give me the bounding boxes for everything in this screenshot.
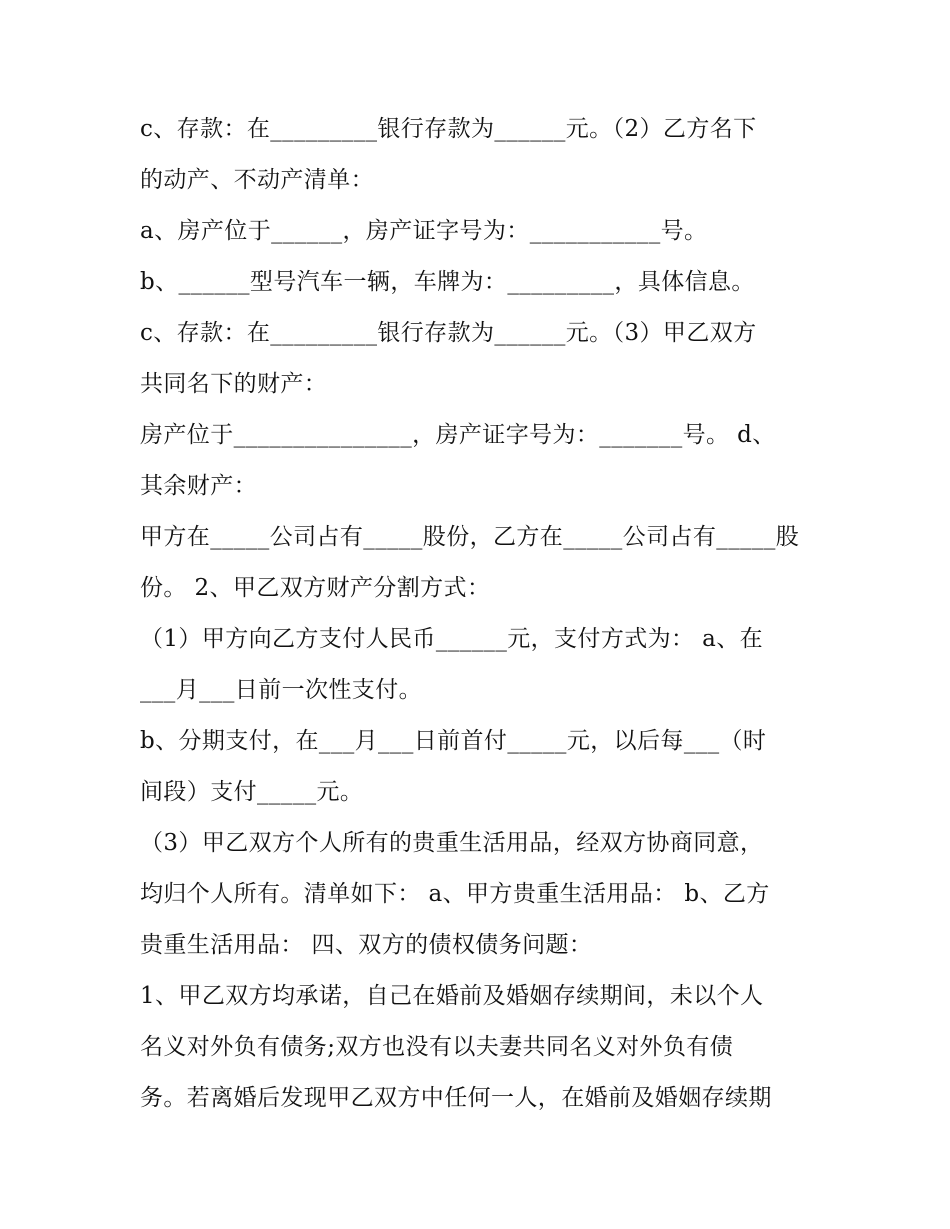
text-line: 的动产、不动产清单： [140, 167, 374, 193]
text-line: 贵重生活用品： 四、双方的债权债务问题： [140, 932, 593, 958]
text-line: c、存款：在_________银行存款为______元。（2）乙方名下 [140, 116, 757, 142]
document-body [140, 104, 820, 1124]
text-line: 甲方在_____公司占有_____股份，乙方在_____公司占有_____股 [140, 524, 800, 550]
text-line: ___月___日前一次性支付。 [140, 677, 422, 703]
text-line: 均归个人所有。清单如下： a、甲方贵重生活用品： b、乙方 [140, 881, 770, 907]
text-line: 房产位于_______________，房产证字号为：_______号。 d、 [140, 422, 776, 448]
text-line: a、房产位于______，房产证字号为：___________号。 [140, 218, 708, 244]
text-line: 间段）支付_____元。 [140, 779, 364, 805]
text-line: （3）甲乙双方个人所有的贵重生活用品，经双方协商同意， [140, 830, 764, 856]
text-line: b、分期支付，在___月___日前首付_____元，以后每___（时 [140, 728, 767, 754]
text-line: 务。若离婚后发现甲乙双方中任何一人，在婚前及婚姻存续期 [140, 1085, 772, 1111]
text-line: c、存款：在_________银行存款为______元。（3）甲乙双方 [140, 320, 757, 346]
text-line: 1、甲乙双方均承诺，自己在婚前及婚姻存续期间，未以个人 [140, 983, 764, 1009]
text-line: b、______型号汽车一辆，车牌为：_________，具体信息。 [140, 269, 755, 295]
text-line: 其余财产： [140, 473, 257, 499]
text-line: 共同名下的财产： [140, 371, 328, 397]
text-line: 份。 2、甲乙双方财产分割方式： [140, 575, 491, 601]
text-line: （1）甲方向乙方支付人民币______元，支付方式为： a、在 [140, 626, 764, 652]
text-line: 名义对外负有债务;双方也没有以夫妻共同名义对外负有债 [140, 1034, 734, 1060]
